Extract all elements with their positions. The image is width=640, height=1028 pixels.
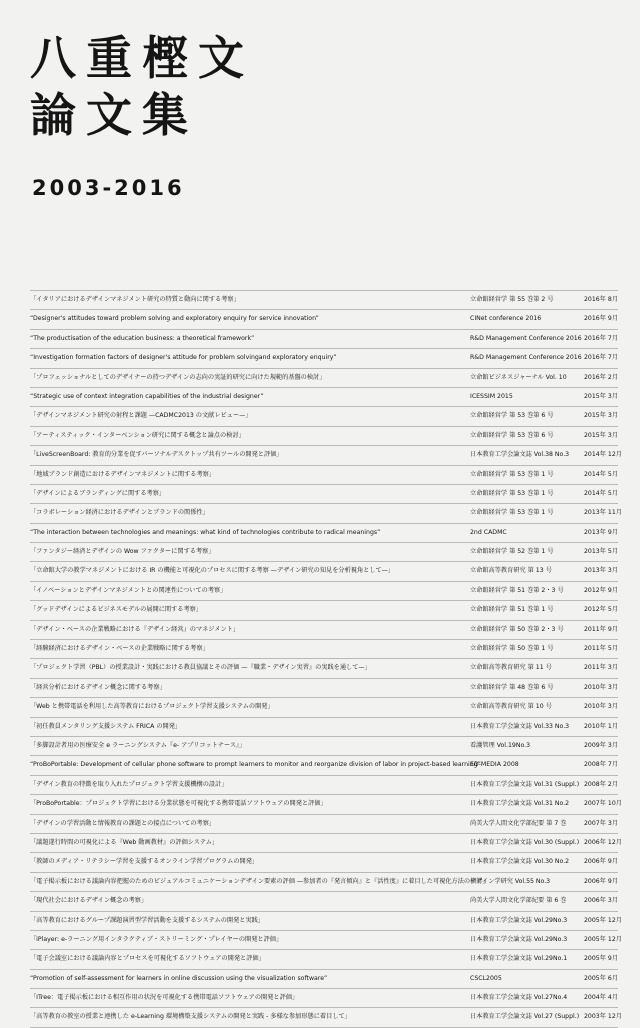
paper-venue: 日本教育工学会論文誌 Vol.31 No.2 (470, 800, 570, 808)
paper-title: 「デザインによるブランディングに関する考察」 (30, 489, 166, 497)
paper-row (30, 1008, 622, 1027)
paper-row (30, 601, 618, 620)
paper-row (30, 737, 618, 756)
paper-venue: 立命館高等教育研究 第 13 号 (470, 567, 552, 575)
paper-title: 「デザイン・ベースの企業戦略における『デザイン経営』のマネジメント」 (30, 625, 240, 633)
paper-date: 2015年 3月 (584, 431, 619, 439)
paper-row (30, 659, 618, 678)
paper-row (30, 989, 618, 1008)
paper-row (30, 795, 622, 814)
paper-title: 「デザインマネジメント研究の射程と課題 —CADMC2013 の文献レビュー—」 (30, 412, 252, 420)
title-line-1: 八重樫文 (30, 31, 254, 85)
paper-venue: 立命館経営学 第 53 巻第 1 号 (470, 489, 554, 497)
paper-row (30, 950, 618, 969)
paper-title: 「コラボレーション経済におけるデザインとブランドの関係性」 (30, 509, 209, 517)
paper-title: 「高等教育の教室の授業と連携した e-Learning 環境構築支援システムの開発と実践 - 多様な参加形態に着目して」 (30, 1013, 351, 1021)
paper-date: 2010年 3月 (584, 683, 619, 691)
paper-date: 2012年 5月 (584, 606, 619, 614)
paper-title: 「グッドデザインによるビジネスモデルの展開に関する考察」 (30, 606, 203, 614)
paper-title: 「iPlayer: e-ラーニング用インタラクティブ・ストリーミング・プレイヤーの開発と評価」 (30, 935, 283, 943)
paper-venue: 日本教育工学会論文誌 Vol.29No.1 (470, 955, 568, 963)
paper-title: 「立命館大学の教学マネジメントにおける IR の機能と可視化のプロセスに関する考察 —デザイン研究の知見を分析視角として—」 (30, 567, 395, 575)
paper-venue: 日本教育工学会論文誌 Vol.29No.3 (470, 916, 568, 924)
paper-date: 2016年 7月 (584, 334, 619, 342)
paper-date: 2011年 5月 (584, 645, 619, 653)
paper-title: 「ファンタジー経済とデザインの Wow ファクターに関する考察」 (30, 548, 215, 556)
paper-title: 「教師のメディア・リテラシー学習を支援するオンライン学習プログラムの開発」 (30, 858, 259, 866)
paper-date: 2016年 7月 (584, 354, 619, 362)
paper-title: 「イタリアにおけるデザインマネジメント研究の特質と動向に関する考察」 (30, 296, 240, 303)
paper-row (30, 349, 618, 368)
paper-date: 2016年 8月 (584, 296, 619, 303)
paper-title: “Designer's attitudes toward problem solving and exploratory enquiry for service innovation” (30, 315, 319, 323)
paper-row (30, 815, 618, 834)
paper-date: 2016年 2月 (584, 373, 619, 381)
paper-title: “ProBoPortable: Development of cellular phone software to prompt learners to monitor and reorganize division of labor in project-based learning” (30, 761, 481, 769)
paper-venue: CINet conference 2016 (470, 315, 542, 323)
paper-venue: 立命館経営学 第 53 巻第 6 号 (470, 412, 554, 420)
paper-date: 2010年 3月 (584, 703, 619, 711)
paper-title: 「Web と携帯電話を利用した高等教育におけるプロジェクト学習支援システムの開発」 (30, 703, 274, 711)
paper-date: 2006年 9月 (584, 877, 619, 885)
paper-date: 2013年 3月 (584, 567, 619, 575)
paper-row (30, 873, 618, 892)
paper-title: 「経験経済におけるデザイン・ベースの企業戦略に関する考察」 (30, 645, 209, 653)
paper-venue: 2nd CADMC (470, 528, 507, 536)
paper-row (30, 834, 622, 853)
paper-venue: 立命館高等教育研究 第 11 号 (470, 664, 552, 672)
paper-date: 2014年 5月 (584, 470, 619, 478)
paper-venue: R&D Management Conference 2016 (470, 334, 582, 342)
paper-row (30, 407, 618, 426)
paper-title: 「電子掲示板における議論内容把握のためのビジュアルコミュニケーションデザイン要素の評価 —参加者の『発言傾向』と『活性度』に着目した可視化方法の検討」 (30, 877, 489, 885)
paper-date: 2011年 3月 (584, 664, 619, 672)
paper-title: 「デザインの学習活動と情報教育の課題との接点についての考察」 (30, 819, 216, 827)
paper-title: 「ProBoPortable：プロジェクト学習における分業状態を可視化する携帯電話ソフトウェアの開発と評価」 (30, 800, 327, 808)
paper-row (30, 892, 618, 911)
paper-date: 2005年 12月 (584, 935, 622, 943)
paper-row (30, 466, 618, 485)
title-line-2: 論文集 (30, 88, 198, 142)
paper-title: 「地域ブランド創造におけるデザインマネジメントに関する考察」 (30, 470, 216, 478)
paper-date: 2004年 4月 (584, 994, 619, 1002)
paper-title: 「経営分析におけるデザイン概念に関する考察」 (30, 683, 166, 691)
paper-row (30, 931, 622, 950)
paper-title: 「現代社会におけるデザイン概念の考察」 (30, 897, 148, 905)
paper-venue: 立命館経営学 第 53 巻第 6 号 (470, 431, 554, 439)
paper-title: “The productisation of the education business: a theoretical framework” (30, 334, 255, 342)
paper-title: 「高等教育におけるグループ課題演習型学習活動を支援するシステムの開発と実践」 (30, 916, 265, 924)
paper-venue: 日本教育工学会論文誌 Vol.31 (Suppl.) (470, 780, 580, 788)
paper-row (30, 970, 618, 989)
paper-venue: 日本教育工学会論文誌 Vol.30 No.2 (470, 858, 570, 866)
paper-venue: 尚美大学人間文化学部紀要 第 7 巻 (470, 819, 567, 827)
paper-row (30, 582, 618, 601)
paper-date: 2005年 6月 (584, 974, 619, 982)
paper-title: 「議題遂行時間の可視化による『Web 動画教材』の評価システム」 (30, 838, 219, 846)
paper-venue: デザイン学研究 Vol.55 No.3 (470, 877, 551, 885)
paper-date: 2008年 2月 (584, 780, 619, 788)
paper-date: 2014年 12月 (584, 451, 622, 459)
paper-date: 2009年 3月 (584, 741, 619, 749)
paper-row (30, 543, 618, 562)
paper-date: 2011年 9月 (584, 625, 619, 633)
paper-title: 「デザイン教育の特徴を取り入れたプロジェクト学習支援機構の設計」 (30, 780, 228, 788)
paper-title: “The interaction between technologies and meanings: what kind of technologies contribute to radical meanings” (30, 528, 381, 536)
paper-venue: 日本教育工学会論文誌 Vol.29No.3 (470, 935, 568, 943)
paper-date: 2015年 3月 (584, 412, 619, 420)
paper-row (30, 698, 618, 717)
paper-venue: 尚美大学人間文化学部紀要 第 6 巻 (470, 897, 567, 905)
paper-venue: 日本教育工学会論文誌 Vol.27No.4 (470, 994, 568, 1002)
paper-venue: 立命館ビジネスジャーナル Vol. 10 (470, 373, 567, 381)
paper-row (30, 330, 618, 349)
paper-venue: 立命館経営学 第 53 巻第 1 号 (470, 509, 554, 517)
paper-row (30, 621, 618, 640)
paper-venue: 看護管理 Vol.19No.3 (470, 741, 531, 749)
paper-title: 「ITree：電子掲示板における相互作用の状況を可視化する携帯電話ソフトウェアの開発と評価」 (30, 994, 299, 1002)
paper-title: 「多脚設計者用の医療安全 e ラーニングシステム『e- アプリコットナース』」 (30, 741, 246, 749)
paper-venue: ED-MEDIA 2008 (470, 761, 519, 769)
paper-venue: CSCL2005 (470, 974, 502, 982)
paper-title: 「アーティスティック・インターベンション研究に関する概念と論点の検討」 (30, 431, 245, 439)
paper-venue: 日本教育工学会論文誌 Vol.33 No.3 (470, 722, 570, 730)
paper-list (30, 290, 622, 1028)
paper-venue: 日本教育工学会論文誌 Vol.30 (Suppl.) (470, 838, 580, 846)
paper-title: 「イノベーションとデザインマネジメントとの関連性についての考察」 (30, 586, 227, 594)
paper-date: 2016年 9月 (584, 315, 619, 323)
paper-row (30, 290, 618, 310)
paper-row (30, 718, 618, 737)
paper-date: 2015年 3月 (584, 392, 619, 400)
paper-row (30, 446, 622, 465)
paper-date: 2013年 11月 (584, 509, 622, 517)
paper-venue: 立命館経営学 第 53 巻第 1 号 (470, 470, 554, 478)
paper-date: 2006年 9月 (584, 858, 619, 866)
paper-date: 2007年 10月 (584, 800, 622, 808)
paper-row (30, 504, 622, 523)
paper-venue: 立命館経営学 第 50 巻第 1 号 (470, 645, 554, 653)
paper-venue: 立命館高等教育研究 第 10 号 (470, 703, 552, 711)
paper-venue: 日本教育工学会論文誌 Vol.38 No.3 (470, 451, 570, 459)
paper-title: “Promotion of self-assessment for learners in online discussion using the visualization software” (30, 974, 328, 982)
paper-date: 2006年 3月 (584, 897, 619, 905)
paper-venue: 立命館経営学 第 51 巻第 1 号 (470, 606, 554, 614)
paper-venue: 立命館経営学 第 48 巻第 6 号 (470, 683, 554, 691)
paper-title: 「電子会議室における議論内容とプロセスを可視化するソフトウェアの開発と評価」 (30, 955, 265, 963)
publication-period: 2003-2016 (32, 176, 185, 200)
paper-venue: R&D Management Conference 2016 (470, 354, 582, 362)
paper-row (30, 640, 618, 659)
paper-venue: ICESSIM 2015 (470, 392, 513, 400)
paper-date: 2005年 12月 (584, 916, 622, 924)
paper-date: 2013年 5月 (584, 548, 619, 556)
paper-row (30, 369, 618, 388)
paper-date: 2005年 9月 (584, 955, 619, 963)
paper-date: 2008年 7月 (584, 761, 619, 769)
paper-title: 「初任教員メンタリング支援システム FRICA の開発」 (30, 722, 182, 730)
paper-date: 2007年 3月 (584, 819, 619, 827)
paper-date: 2013年 9月 (584, 528, 619, 536)
paper-row (30, 679, 618, 698)
paper-venue: 立命館経営学 第 50 巻第 2・3 号 (470, 625, 564, 633)
paper-row (30, 756, 618, 775)
paper-title: 「プロジェクト学習（PBL）の授業設計・実践における教員協議とその評価 —『職業・デザイン実習』の実践を通して—」 (30, 664, 371, 672)
paper-row (30, 310, 618, 329)
paper-row (30, 776, 618, 795)
paper-venue: 日本教育工学会論文誌 Vol.27 (Suppl.) (470, 1013, 580, 1021)
paper-row (30, 853, 618, 872)
paper-row (30, 388, 618, 407)
paper-date: 2003年 12月 (584, 1013, 622, 1021)
page-title (30, 30, 254, 144)
paper-date: 2010年 1月 (584, 722, 619, 730)
paper-date: 2012年 9月 (584, 586, 619, 594)
paper-row (30, 427, 618, 446)
paper-row (30, 524, 618, 543)
paper-title: 「LiveScreenBoard: 教育的分業を促すパーソナルデスクトップ共有ツールの開発と評価」 (30, 451, 283, 459)
paper-row (30, 562, 618, 581)
paper-venue: 立命館経営学 第 52 巻第 1 号 (470, 548, 554, 556)
paper-row (30, 485, 618, 504)
paper-venue: 立命館経営学 第 55 巻第 2 号 (470, 296, 554, 303)
paper-title: “Strategic use of context integration capabilities of the industrial designer” (30, 392, 264, 400)
paper-date: 2006年 12月 (584, 838, 622, 846)
paper-row (30, 912, 622, 931)
paper-venue: 立命館経営学 第 51 巻第 2・3 号 (470, 586, 564, 594)
paper-title: 「プロフェッショナルとしてのデザイナーの持つデザインの志向の実証的研究に向けた規範的基盤の検討」 (30, 373, 326, 381)
paper-title: “Investigation formation factors of designer's attitude for problem solvingand exploratory enquiry” (30, 354, 337, 362)
paper-date: 2014年 5月 (584, 489, 619, 497)
